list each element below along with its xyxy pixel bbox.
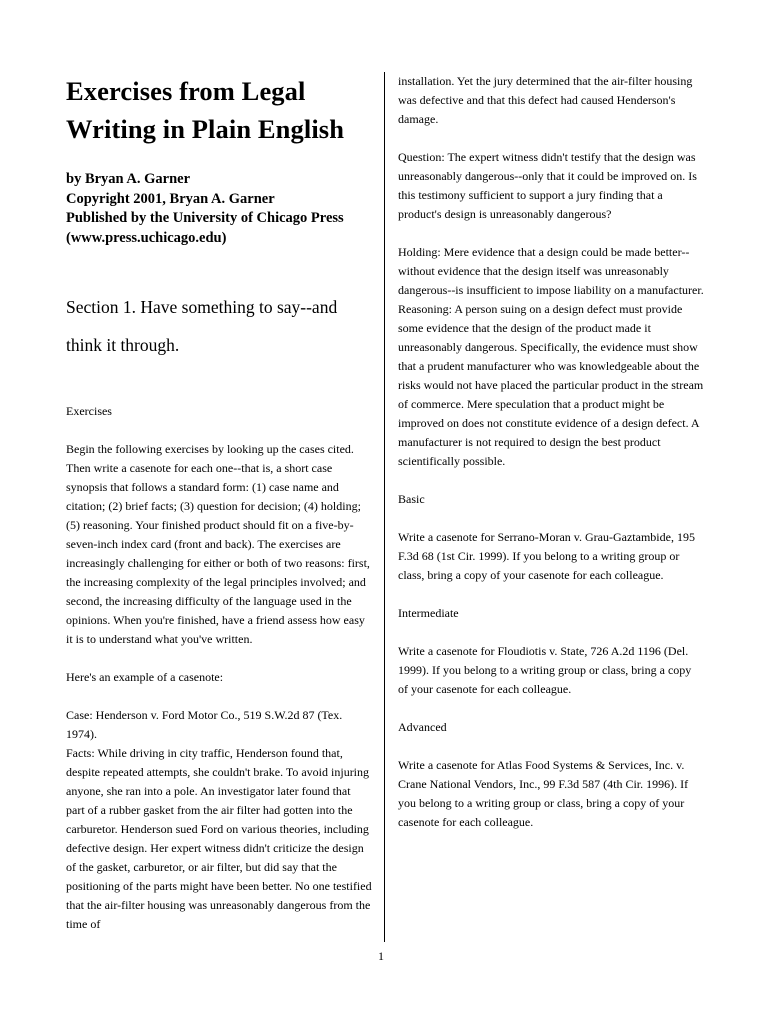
question-paragraph: Question: The expert witness didn't testify that the design was unreasonably dangerous--only that it could be improved on. Is this testimony sufficient to support a jury finding that a product's design is unreasonably dangerous? bbox=[398, 150, 697, 221]
author-line: by Bryan A. Garner bbox=[66, 171, 191, 187]
intermediate-exercise: Write a casenote for Floudiotis v. State, 726 A.2d 1196 (Del. 1999). If you belong to a writing group or class, bring a copy of your casenote for each colleague. bbox=[398, 644, 692, 696]
byline bbox=[66, 170, 372, 248]
publisher-url-line: (www.press.uchicago.edu) bbox=[66, 229, 227, 246]
example-intro: Here's an example of a casenote: bbox=[66, 670, 224, 684]
advanced-heading: Advanced bbox=[398, 720, 447, 734]
copyright-line: Copyright 2001, Bryan A. Garner bbox=[66, 190, 275, 207]
page-number: 1 bbox=[378, 949, 384, 963]
intermediate-heading: Intermediate bbox=[398, 606, 459, 620]
reasoning-paragraph: Reasoning: A person suing on a design defect must provide some evidence that the design of the product made it unreasonably dangerous. Specifically, the evidence must show that a prudent manufacturer who was knowledgeable about the risks would not have placed the particular product in the stream of commerce. Mere speculation that a product might be improved on does not constitute evidence of a design defect. A manufacturer is not required to design the best product scientifically possible. bbox=[398, 302, 704, 468]
facts-continued: installation. Yet the jury determined that the air-filter housing was defective and that this defect had caused Henderson's damage. bbox=[398, 74, 693, 126]
left-body bbox=[66, 402, 372, 934]
exercises-heading: Exercises bbox=[66, 404, 112, 418]
column-divider bbox=[384, 72, 385, 942]
publisher-line: Published by the University of Chicago Press bbox=[66, 210, 344, 226]
case-citation: Case: Henderson v. Ford Motor Co., 519 S.W.2d 87 (Tex. 1974). bbox=[66, 708, 343, 741]
section-title: Section 1. Have something to say--and think it through. bbox=[66, 297, 338, 355]
left-column bbox=[66, 72, 372, 934]
right-column bbox=[398, 72, 704, 832]
holding-paragraph: Holding: Mere evidence that a design could be made better--without evidence that the design itself was unreasonably dangerous--is insufficient to impose liability on a manufacturer. bbox=[398, 245, 704, 297]
basic-heading: Basic bbox=[398, 492, 425, 506]
facts-paragraph: Facts: While driving in city traffic, Henderson found that, despite repeated attempts, she couldn't brake. To avoid injuring anyone, she ran into a pole. An investigator later found that part of a rubber gasket from the air filter had gotten into the carburetor. Henderson sued Ford on various theories, including defective design. Her expert witness didn't criticize the design of the gasket, carburetor, or air filter, but did say that the positioning of the parts might have been better. No one testified that the air-filter housing was unreasonably dangerous from the time of bbox=[66, 746, 372, 931]
advanced-exercise: Write a casenote for Atlas Food Systems & Services, Inc. v. Crane National Vendors, Inc., 99 F.3d 587 (4th Cir. 1996). If you belong to a writing group or class, bring a copy of your casenote for each colleague. bbox=[398, 758, 689, 829]
intro-paragraph: Begin the following exercises by looking up the cases cited. Then write a casenote for each one--that is, a short case synopsis that follows a standard form: (1) case name and citation; (2) brief facts; (3) question for decision; (4) holding; (5) reasoning. Your finished product should fit on a five-by-seven-inch index card (front and back). The exercises are increasingly challenging for either or both of two reasons: first, the increasing complexity of the legal principles involved; and second, the increasing difficulty of the language used in the opinions. When you're finished, have a friend assess how easy it is to understand what you've written. bbox=[66, 442, 370, 646]
basic-exercise: Write a casenote for Serrano-Moran v. Grau-Gaztambide, 195 F.3d 68 (1st Cir. 1999). If you belong to a writing group or class, bring a copy of your casenote for each colleague. bbox=[398, 530, 695, 582]
document-title: Exercises from Legal Writing in Plain English bbox=[66, 76, 345, 144]
